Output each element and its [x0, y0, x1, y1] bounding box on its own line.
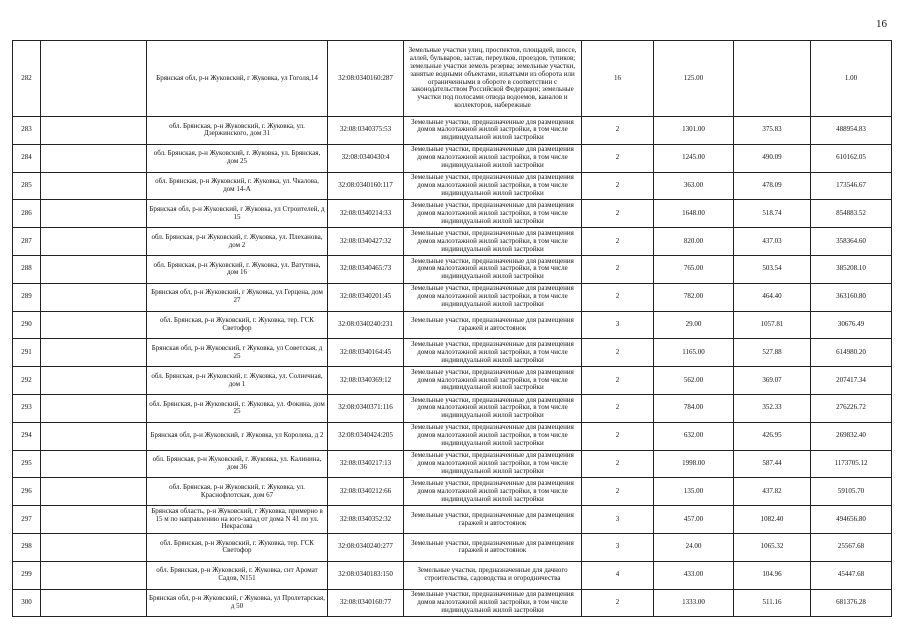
- empty-cell: [41, 422, 147, 450]
- row-number: 299: [13, 561, 41, 589]
- group-cell: 3: [582, 506, 654, 534]
- group-cell: 2: [582, 283, 654, 311]
- empty-cell: [41, 367, 147, 395]
- address-cell: Брянская обл, р-н Жуковский, г Жуковка, ул Герцена, дом 27: [147, 283, 328, 311]
- cadastral-value-cell: 276226.72: [811, 394, 892, 422]
- table-row: [13, 367, 892, 395]
- cadastral-value-cell: 385208.10: [811, 255, 892, 283]
- table-row: [13, 41, 892, 117]
- group-cell: 2: [582, 478, 654, 506]
- table-row: [13, 172, 892, 200]
- price-per-sqm-cell: 503.54: [734, 255, 811, 283]
- address-cell: Брянская область, р-н Жуковский, г Жуковка, примерно в 15 м по направлению на юго-запад от дома N 41 по ул. Некрасова: [147, 506, 328, 534]
- cadastral-value-cell: 854883.52: [811, 200, 892, 228]
- group-cell: 2: [582, 367, 654, 395]
- row-number: 300: [13, 589, 41, 617]
- cadastral-value-cell: 363160.80: [811, 283, 892, 311]
- price-per-sqm-cell: 1057.81: [734, 311, 811, 339]
- area-cell: 632.00: [654, 422, 734, 450]
- cadastral-number-cell: 32:08:0340430:4: [328, 144, 404, 172]
- row-number: 283: [13, 117, 41, 145]
- cadastral-number-cell: 32:08:0340240:277: [328, 533, 404, 561]
- land-use-cell: Земельные участки, предназначенные для размещения домов малоэтажной жилой застройки, в том числе индивидуальной жилой застройки: [404, 228, 582, 256]
- land-parcel-table: [12, 40, 892, 617]
- row-number: 284: [13, 144, 41, 172]
- cadastral-number-cell: 32:08:0340164:45: [328, 339, 404, 367]
- price-per-sqm-cell: 1082.40: [734, 506, 811, 534]
- area-cell: 765.00: [654, 255, 734, 283]
- table-row: [13, 422, 892, 450]
- group-cell: 2: [582, 422, 654, 450]
- row-number: 287: [13, 228, 41, 256]
- price-per-sqm-cell: 527.88: [734, 339, 811, 367]
- table-row: [13, 394, 892, 422]
- cadastral-value-cell: 1173705.12: [811, 450, 892, 478]
- table-row: [13, 228, 892, 256]
- empty-cell: [41, 589, 147, 617]
- land-use-cell: Земельные участки, предназначенные для размещения домов малоэтажной жилой застройки, в том числе индивидуальной жилой застройки: [404, 339, 582, 367]
- address-cell: обл. Брянская, р-н Жуковский, г. Жуковка, ул. Солнечная, дом 1: [147, 367, 328, 395]
- land-use-cell: Земельные участки, предназначенные для дачного строительства, садоводства и огородничества: [404, 561, 582, 589]
- area-cell: 125.00: [654, 41, 734, 117]
- row-number: 294: [13, 422, 41, 450]
- group-cell: 2: [582, 172, 654, 200]
- address-cell: обл. Брянская, р-н Жуковский, г. Жуковка, ул. Ватутина, дом 16: [147, 255, 328, 283]
- price-per-sqm-cell: [734, 41, 811, 117]
- area-cell: 784.00: [654, 394, 734, 422]
- table-row: [13, 255, 892, 283]
- land-use-cell: Земельные участки, предназначенные для размещения домов малоэтажной жилой застройки, в том числе индивидуальной жилой застройки: [404, 422, 582, 450]
- cadastral-value-cell: 45447.68: [811, 561, 892, 589]
- area-cell: 1165.00: [654, 339, 734, 367]
- land-use-cell: Земельные участки, предназначенные для размещения домов малоэтажной жилой застройки, в том числе индивидуальной жилой застройки: [404, 450, 582, 478]
- price-per-sqm-cell: 104.96: [734, 561, 811, 589]
- land-use-cell: Земельные участки, предназначенные для размещения гаражей и автостоянок: [404, 311, 582, 339]
- land-use-cell: Земельные участки, предназначенные для размещения домов малоэтажной жилой застройки, в том числе индивидуальной жилой застройки: [404, 200, 582, 228]
- area-cell: 562.00: [654, 367, 734, 395]
- table-row: [13, 533, 892, 561]
- page-number: 16: [876, 18, 887, 30]
- cadastral-number-cell: 32:08:0340427:32: [328, 228, 404, 256]
- row-number: 293: [13, 394, 41, 422]
- land-use-cell: Земельные участки, предназначенные для размещения домов малоэтажной жилой застройки, в том числе индивидуальной жилой застройки: [404, 367, 582, 395]
- land-use-cell: Земельные участки, предназначенные для размещения домов малоэтажной жилой застройки, в том числе индивидуальной жилой застройки: [404, 283, 582, 311]
- cadastral-number-cell: 32:08:0340465:73: [328, 255, 404, 283]
- address-cell: обл. Брянская, р-н Жуковский, г. Жуковка, ул. Краснофлотская, дом 67: [147, 478, 328, 506]
- price-per-sqm-cell: 478.09: [734, 172, 811, 200]
- row-number: 286: [13, 200, 41, 228]
- land-use-cell: Земельные участки, предназначенные для размещения домов малоэтажной жилой застройки, в том числе индивидуальной жилой застройки: [404, 144, 582, 172]
- cadastral-value-cell: 59105.70: [811, 478, 892, 506]
- cadastral-value-cell: 269832.40: [811, 422, 892, 450]
- cadastral-number-cell: 32:08:0340212:66: [328, 478, 404, 506]
- price-per-sqm-cell: 352.33: [734, 394, 811, 422]
- area-cell: 29.00: [654, 311, 734, 339]
- empty-cell: [41, 506, 147, 534]
- empty-cell: [41, 228, 147, 256]
- empty-cell: [41, 117, 147, 145]
- cadastral-value-cell: 25567.68: [811, 533, 892, 561]
- address-cell: обл. Брянская, р-н Жуковский, г. Жуковка, тер. ГСК Светофор: [147, 533, 328, 561]
- cadastral-value-cell: 358364.60: [811, 228, 892, 256]
- cadastral-number-cell: 32:08:0340352:32: [328, 506, 404, 534]
- empty-cell: [41, 200, 147, 228]
- row-number: 298: [13, 533, 41, 561]
- row-number: 290: [13, 311, 41, 339]
- cadastral-number-cell: 32:08:0340160:117: [328, 172, 404, 200]
- empty-cell: [41, 144, 147, 172]
- cadastral-value-cell: 30676.49: [811, 311, 892, 339]
- table-row: [13, 200, 892, 228]
- address-cell: Брянская обл, р-н Жуковский, г Жуковка, ул Королева, д 2: [147, 422, 328, 450]
- price-per-sqm-cell: 375.83: [734, 117, 811, 145]
- row-number: 291: [13, 339, 41, 367]
- cadastral-number-cell: 32:08:0340160:77: [328, 589, 404, 617]
- land-use-cell: Земельные участки, предназначенные для размещения домов малоэтажной жилой застройки, в том числе индивидуальной жилой застройки: [404, 589, 582, 617]
- group-cell: 2: [582, 144, 654, 172]
- group-cell: 2: [582, 200, 654, 228]
- cadastral-number-cell: 32:08:0340369:12: [328, 367, 404, 395]
- area-cell: 24.00: [654, 533, 734, 561]
- empty-cell: [41, 339, 147, 367]
- row-number: 296: [13, 478, 41, 506]
- price-per-sqm-cell: 1065.32: [734, 533, 811, 561]
- area-cell: 135.00: [654, 478, 734, 506]
- group-cell: 2: [582, 394, 654, 422]
- table-row: [13, 506, 892, 534]
- cadastral-number-cell: 32:08:0340160:287: [328, 41, 404, 117]
- cadastral-value-cell: 173546.67: [811, 172, 892, 200]
- group-cell: 2: [582, 450, 654, 478]
- empty-cell: [41, 561, 147, 589]
- empty-cell: [41, 41, 147, 117]
- group-cell: 2: [582, 228, 654, 256]
- price-per-sqm-cell: 437.82: [734, 478, 811, 506]
- row-number: 282: [13, 41, 41, 117]
- address-cell: обл. Брянская, р-н Жуковский, г. Жуковка, ул. Калинина, дом 36: [147, 450, 328, 478]
- price-per-sqm-cell: 587.44: [734, 450, 811, 478]
- empty-cell: [41, 255, 147, 283]
- area-cell: 1648.00: [654, 200, 734, 228]
- table-row: [13, 144, 892, 172]
- table-row: [13, 117, 892, 145]
- address-cell: обл. Брянская, р-н Жуковский, г. Жуковка, ул. Плеханова, дом 2: [147, 228, 328, 256]
- table-row: [13, 283, 892, 311]
- address-cell: обл. Брянская, р-н Жуковский, г. Жуковка, ул. Брянская, дом 25: [147, 144, 328, 172]
- area-cell: 457.00: [654, 506, 734, 534]
- row-number: 295: [13, 450, 41, 478]
- group-cell: 2: [582, 255, 654, 283]
- price-per-sqm-cell: 511.16: [734, 589, 811, 617]
- cadastral-number-cell: 32:08:0340240:231: [328, 311, 404, 339]
- land-use-cell: Земельные участки, предназначенные для размещения домов малоэтажной жилой застройки, в том числе индивидуальной жилой застройки: [404, 394, 582, 422]
- cadastral-value-cell: 494656.80: [811, 506, 892, 534]
- area-cell: 1998.00: [654, 450, 734, 478]
- empty-cell: [41, 311, 147, 339]
- group-cell: 4: [582, 561, 654, 589]
- table-row: [13, 339, 892, 367]
- area-cell: 782.00: [654, 283, 734, 311]
- price-per-sqm-cell: 369.07: [734, 367, 811, 395]
- land-use-cell: Земельные участки, предназначенные для размещения гаражей и автостоянок: [404, 533, 582, 561]
- empty-cell: [41, 533, 147, 561]
- land-use-cell: Земельные участки, предназначенные для размещения гаражей и автостоянок: [404, 506, 582, 534]
- area-cell: 1245.00: [654, 144, 734, 172]
- address-cell: обл. Брянская, р-н Жуковский, г. Жуковка, ул. Фокина, дом 25: [147, 394, 328, 422]
- land-use-cell: Земельные участки, предназначенные для размещения домов малоэтажной жилой застройки, в том числе индивидуальной жилой застройки: [404, 255, 582, 283]
- empty-cell: [41, 478, 147, 506]
- area-cell: 363.00: [654, 172, 734, 200]
- address-cell: обл. Брянская, р-н Жуковский, г. Жуковка, ул. Чкалова, дом 14-А: [147, 172, 328, 200]
- address-cell: обл. Брянская, р-н Жуковский, г. Жуковка, ул. Дзержинского, дом 31: [147, 117, 328, 145]
- cadastral-value-cell: 681376.28: [811, 589, 892, 617]
- address-cell: обл. Брянская, р-н Жуковский, г. Жуковка, снт Аромат Садов, N151: [147, 561, 328, 589]
- price-per-sqm-cell: 518.74: [734, 200, 811, 228]
- price-per-sqm-cell: 437.03: [734, 228, 811, 256]
- row-number: 292: [13, 367, 41, 395]
- cadastral-number-cell: 32:08:0340375:53: [328, 117, 404, 145]
- row-number: 297: [13, 506, 41, 534]
- row-number: 289: [13, 283, 41, 311]
- area-cell: 1333.00: [654, 589, 734, 617]
- price-per-sqm-cell: 490.09: [734, 144, 811, 172]
- address-cell: обл. Брянская, р-н Жуковский, г. Жуковка, тер. ГСК Светофор: [147, 311, 328, 339]
- cadastral-number-cell: 32:08:0340201:45: [328, 283, 404, 311]
- empty-cell: [41, 172, 147, 200]
- address-cell: Брянская обл, р-н Жуковский, г Жуковка, ул Советская, д 25: [147, 339, 328, 367]
- table-row: [13, 311, 892, 339]
- cadastral-number-cell: 32:08:0340217:13: [328, 450, 404, 478]
- cadastral-number-cell: 32:08:0340424:205: [328, 422, 404, 450]
- table-row: [13, 561, 892, 589]
- empty-cell: [41, 450, 147, 478]
- price-per-sqm-cell: 426.95: [734, 422, 811, 450]
- area-cell: 433.00: [654, 561, 734, 589]
- table-row: [13, 450, 892, 478]
- cadastral-value-cell: 207417.34: [811, 367, 892, 395]
- cadastral-number-cell: 32:08:0340183:150: [328, 561, 404, 589]
- cadastral-number-cell: 32:08:0340214:33: [328, 200, 404, 228]
- row-number: 285: [13, 172, 41, 200]
- address-cell: Брянская обл, р-н Жуковский, г Жуковка, ул Пролетарская, д 50: [147, 589, 328, 617]
- land-use-cell: Земельные участки, предназначенные для размещения домов малоэтажной жилой застройки, в том числе индивидуальной жилой застройки: [404, 172, 582, 200]
- group-cell: 2: [582, 339, 654, 367]
- empty-cell: [41, 283, 147, 311]
- cadastral-value-cell: 614980.20: [811, 339, 892, 367]
- table-row: [13, 589, 892, 617]
- address-cell: Брянская обл, р-н Жуковский, г Жуковка, ул Строителей, д 15: [147, 200, 328, 228]
- area-cell: 1301.00: [654, 117, 734, 145]
- area-cell: 820.00: [654, 228, 734, 256]
- group-cell: 16: [582, 41, 654, 117]
- cadastral-value-cell: 488954.83: [811, 117, 892, 145]
- group-cell: 3: [582, 533, 654, 561]
- cadastral-value-cell: 610162.05: [811, 144, 892, 172]
- land-use-cell: Земельные участки, предназначенные для размещения домов малоэтажной жилой застройки, в том числе индивидуальной жилой застройки: [404, 478, 582, 506]
- group-cell: 2: [582, 117, 654, 145]
- price-per-sqm-cell: 464.40: [734, 283, 811, 311]
- land-use-cell: Земельные участки улиц, проспектов, площадей, шоссе, аллей, бульваров, застав, переулков, проездов, тупиков; земельные участки земель резерва; земельные участки, занятые водными объектами, изъятыми из оборота или ограниченными в обороте в соответствии с законодательством Российской Федерации; земельные участки под полосами отвода водоемов, каналов и коллекторов, набережные: [404, 41, 582, 117]
- cadastral-number-cell: 32:08:0340371:116: [328, 394, 404, 422]
- empty-cell: [41, 394, 147, 422]
- group-cell: 2: [582, 589, 654, 617]
- row-number: 288: [13, 255, 41, 283]
- land-use-cell: Земельные участки, предназначенные для размещения домов малоэтажной жилой застройки, в том числе индивидуальной жилой застройки: [404, 117, 582, 145]
- address-cell: Брянская обл, р-н Жуковский, г Жуковка, ул Гоголя,14: [147, 41, 328, 117]
- group-cell: 3: [582, 311, 654, 339]
- cadastral-value-cell: 1.00: [811, 41, 892, 117]
- table-row: [13, 478, 892, 506]
